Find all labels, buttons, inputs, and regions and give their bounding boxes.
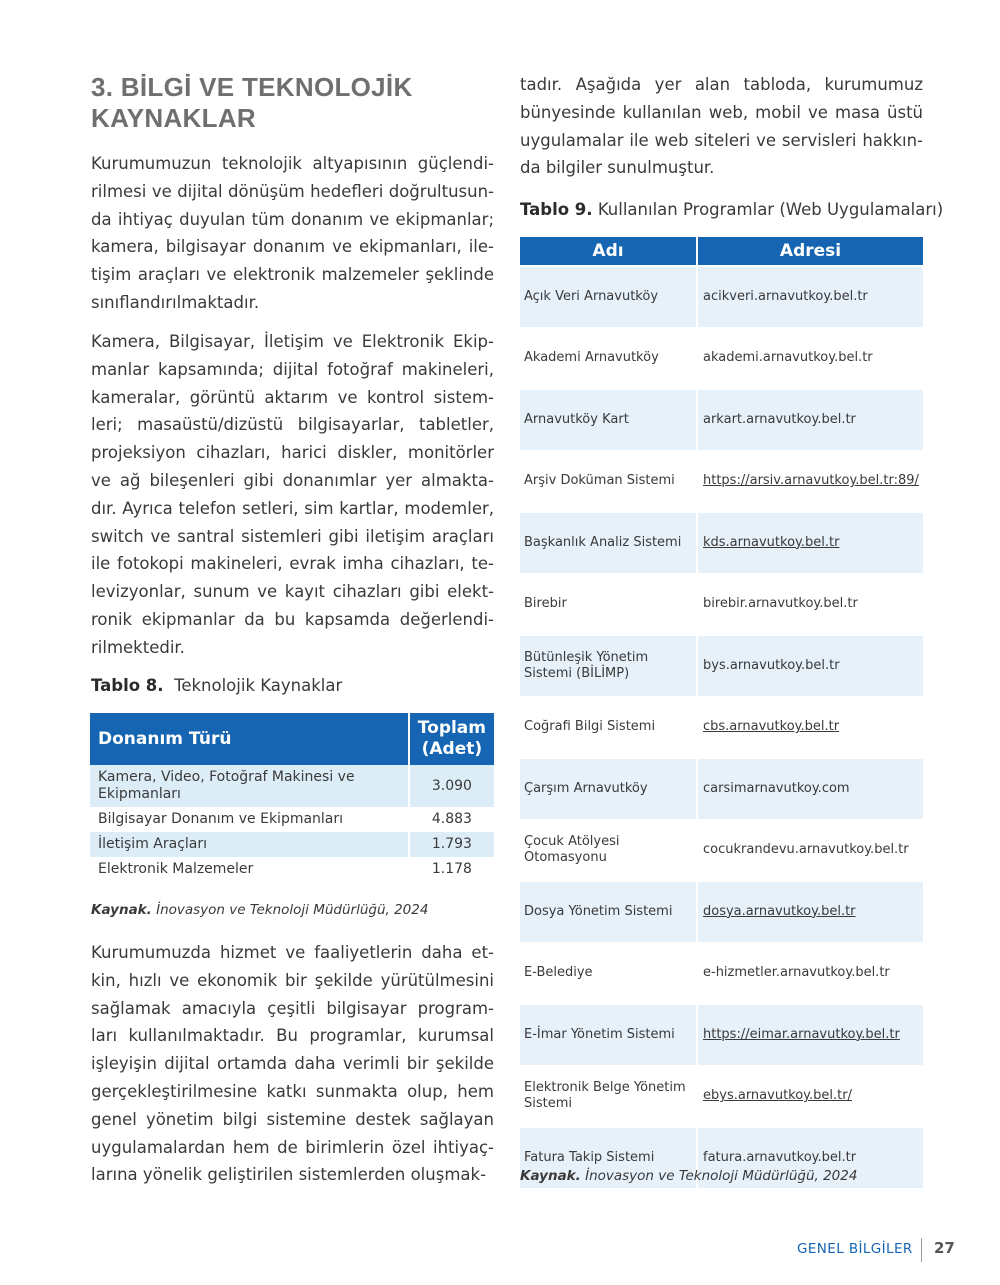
table8-cell-total: 4.883 xyxy=(409,807,494,832)
section-title-line2: KAYNAKLAR xyxy=(91,103,256,133)
table-row xyxy=(520,820,923,882)
table9-cell-address: birebir.arnavutkoy.bel.tr xyxy=(697,574,923,636)
table9-cell-name: E-İmar Yönetim Sistemi xyxy=(520,1004,697,1066)
table9-cell-name: Arnavutköy Kart xyxy=(520,389,697,451)
table8-cell-total: 1.793 xyxy=(409,832,494,857)
table9-link-address[interactable]: cbs.arnavutkoy.bel.tr xyxy=(697,697,923,759)
table8-header-total-line2: (Adet) xyxy=(421,739,483,759)
table-row xyxy=(90,807,494,832)
table-row xyxy=(520,1004,923,1066)
table9-cell-name: Çarşım Arnavutköy xyxy=(520,758,697,820)
footer-section-label: GENEL BİLGİLER xyxy=(797,1241,913,1257)
table8-header-type: Donanım Türü xyxy=(90,713,409,765)
table9-cell-address: carsimarnavutkoy.com xyxy=(697,758,923,820)
table-row xyxy=(520,328,923,390)
table8-caption xyxy=(91,676,342,695)
table9-cell-address: fatura.arnavutkoy.bel.tr xyxy=(697,1127,923,1189)
table9-caption-label: Tablo 9. xyxy=(520,200,593,219)
table9-cell-name: E-Belediye xyxy=(520,943,697,1005)
table9-link-address[interactable]: https://arsiv.arnavutkoy.bel.tr:89/ xyxy=(697,451,923,513)
table8-cell-type: İletişim Araçları xyxy=(90,832,409,857)
table9-cell-name: Başkanlık Analiz Sistemi xyxy=(520,512,697,574)
table8-cell-total: 1.178 xyxy=(409,857,494,882)
table8-tech-resources xyxy=(90,713,494,882)
table-row xyxy=(520,943,923,1005)
table9-cell-name: Dosya Yönetim Sistemi xyxy=(520,881,697,943)
table-row xyxy=(90,832,494,857)
section-title-line1: 3. BİLGİ VE TEKNOLOJİK xyxy=(91,72,413,102)
table-row xyxy=(520,574,923,636)
table-row xyxy=(520,697,923,759)
table9-link-address[interactable]: dosya.arnavutkoy.bel.tr xyxy=(697,881,923,943)
table9-cell-address: e-hizmetler.arnavutkoy.bel.tr xyxy=(697,943,923,1005)
table9-cell-address: arkart.arnavutkoy.bel.tr xyxy=(697,389,923,451)
table9-header-address: Adresi xyxy=(697,237,923,266)
table8-source-label: Kaynak. xyxy=(91,902,152,918)
table9-cell-name: Birebir xyxy=(520,574,697,636)
table9-link-address[interactable]: kds.arnavutkoy.bel.tr xyxy=(697,512,923,574)
table-row xyxy=(520,1066,923,1128)
table9-cell-address: bys.arnavutkoy.bel.tr xyxy=(697,635,923,697)
table8-source-text: İnovasyon ve Teknoloji Müdürlüğü, 2024 xyxy=(156,902,429,918)
table9-cell-name: Çocuk Atölyesi Otomasyonu xyxy=(520,820,697,882)
table9-source-label: Kaynak. xyxy=(520,1168,581,1184)
table8-caption-text: Teknolojik Kaynaklar xyxy=(174,676,343,695)
table9-web-apps xyxy=(520,237,923,1190)
paragraph-equipment: Kamera, Bilgisayar, İletişim ve Elektronik Ekip-manlar kapsamında; dijital fotoğraf makineleri, kameralar, görüntü aktarım ve kontrol sistem-leri; masaüstü/dizüstü bilgisayarlar, tabletler, projeksiyon cihazları, harici diskler, monitörler ve ağ bileşenleri gibi donanımlar yer almakta-dır. Ayrıca telefon setleri, sim kartlar, modemler, switch ve santral sistemleri gibi iletişim araçları ile fotokopi makineleri, evrak imha cihazları, te-levizyonlar, sunum ve kayıt cihazları gibi elekt-ronik ekipmanlar da bu kapsamda değerlendi-rilmektedir. xyxy=(91,332,494,657)
table8-cell-type: Elektronik Malzemeler xyxy=(90,857,409,882)
table-row xyxy=(520,451,923,513)
table8-header-total xyxy=(409,713,494,765)
table-row xyxy=(520,512,923,574)
table8-header-total-line1: Toplam xyxy=(417,718,486,738)
table9-link-address[interactable]: https://eimar.arnavutkoy.bel.tr xyxy=(697,1004,923,1066)
paragraph-programs: Kurumumuzda hizmet ve faaliyetlerin daha et-kin, hızlı ve ekonomik bir şekilde yürütülmesini sağlamak amacıyla çeşitli bilgisayar program-ları kullanılmaktadır. Bu programlar, kurumsal işleyişin dijital ortamda daha verimli bir şekilde gerçekleştirilmesine katkı sunmakta olup, hem genel yönetim bilgi sistemine destek sağlayan uygulamalardan hem de birimlerin özel ihtiyaç-larına yönelik geliştirilen sistemlerden oluşmak- xyxy=(91,943,494,1185)
table-row xyxy=(520,881,923,943)
table8-caption-label: Tablo 8. xyxy=(91,676,164,695)
table8-cell-type: Bilgisayar Donanım ve Ekipmanları xyxy=(90,807,409,832)
table-row xyxy=(520,389,923,451)
table9-cell-name: Elektronik Belge Yönetim Sistemi xyxy=(520,1066,697,1128)
table9-cell-name: Arşiv Doküman Sistemi xyxy=(520,451,697,513)
table9-source-text: İnovasyon ve Teknoloji Müdürlüğü, 2024 xyxy=(585,1168,858,1184)
table9-cell-address: cocukrandevu.arnavutkoy.bel.tr xyxy=(697,820,923,882)
table9-caption-text: Kullanılan Programlar (Web Uygulamaları) xyxy=(597,200,944,219)
footer-divider xyxy=(921,1238,922,1262)
section-title xyxy=(91,72,471,134)
table8-cell-type: Kamera, Video, Fotoğraf Makinesi ve Ekipmanları xyxy=(90,765,409,807)
table9-caption xyxy=(520,200,943,219)
paragraph-continuation: tadır. Aşağıda yer alan tabloda, kurumumuz bünyesinde kullanılan web, mobil ve masa üstü uygulamalar ile web siteleri ve servisleri hakkın-da bilgiler sunulmuştur. xyxy=(520,75,923,178)
table9-cell-name: Akademi Arnavutköy xyxy=(520,328,697,390)
paragraph-intro: Kurumumuzun teknolojik altyapısının güçlendi-rilmesi ve dijital dönüşüm hedefleri doğrultusun-da ihtiyaç duyulan tüm donanım ve ekipmanlar; kamera, bilgisayar donanım ve ekipmanları, ile-tişim araçları ve elektronik malzemeler şeklinde sınıflandırılmaktadır. xyxy=(91,154,494,312)
table9-header-name: Adı xyxy=(520,237,697,266)
table-row xyxy=(520,758,923,820)
table9-source xyxy=(520,1168,857,1184)
table9-cell-address: akademi.arnavutkoy.bel.tr xyxy=(697,328,923,390)
table9-link-address[interactable]: ebys.arnavutkoy.bel.tr/ xyxy=(697,1066,923,1128)
table-row xyxy=(520,266,923,328)
table-row xyxy=(90,765,494,807)
table9-cell-name: Bütünleşik Yönetim Sistemi (BİLİMP) xyxy=(520,635,697,697)
table9-cell-address: acikveri.arnavutkoy.bel.tr xyxy=(697,266,923,328)
table9-cell-name: Fatura Takip Sistemi xyxy=(520,1127,697,1189)
table-row xyxy=(520,635,923,697)
table8-source xyxy=(91,902,428,918)
table9-cell-name: Coğrafi Bilgi Sistemi xyxy=(520,697,697,759)
table9-cell-name: Açık Veri Arnavutköy xyxy=(520,266,697,328)
table-row xyxy=(90,857,494,882)
table8-cell-total: 3.090 xyxy=(409,765,494,807)
page-number: 27 xyxy=(934,1239,955,1257)
